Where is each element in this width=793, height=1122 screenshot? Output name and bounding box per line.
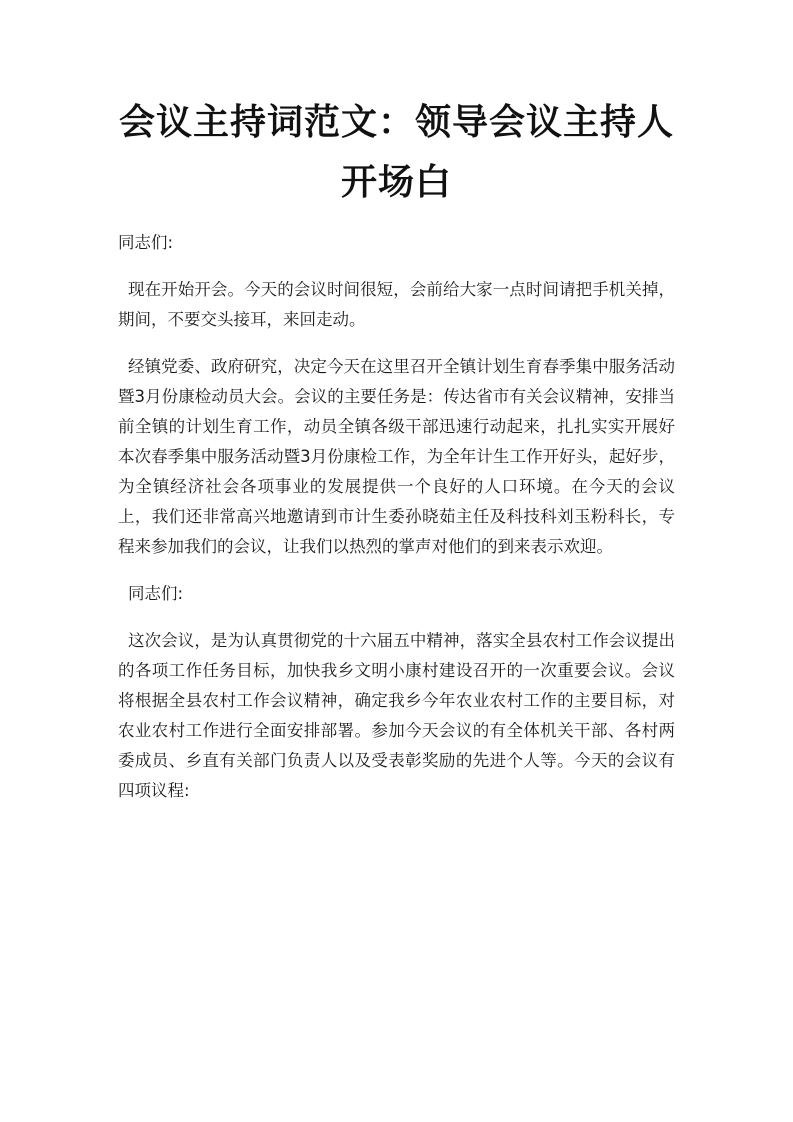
page-title: 会议主持词范文：领导会议主持人开场白 <box>118 101 674 203</box>
paragraph-salutation-1: 同志们: <box>118 233 174 252</box>
paragraph-meeting-agenda: 这次会议，是为认真贯彻党的十六届五中精神，落实全县农村工作会议提出的各项工作任务目标，加快我乡文明小康村建设召开的一次重要会议。会议将根据全县农村工作会议精神，确定我乡今年农业农村工作的主要目标，对农业农村工作进行全面安排部署。参加今天会议的有全体机关干部、各村两委成员、乡直有关部门负责人以及受表彰奖励的先进个人等。今天的会议有四项议程: <box>118 631 675 800</box>
paragraph-meeting-purpose: 经镇党委、政府研究，决定今天在这里召开全镇计划生育春季集中服务活动暨3月份康检动员大会。会议的主要任务是：传达省市有关会议精神，安排当前全镇的计划生育工作，动员全镇各级干部迅速行动起来，扎扎实实开展好本次春季集中服务活动暨3月份康检工作，为全年计生工作开好头，起好步，为全镇经济社会各项事业的发展提供一个良好的人口环境。在今天的会议上，我们还非常高兴地邀请到市计生委孙晓茹主任及科技科刘玉粉科长，专程来参加我们的会议，让我们以热烈的掌声对他们的到来表示欢迎。 <box>118 357 675 556</box>
paragraph-opening: 现在开始开会。今天的会议时间很短，会前给大家一点时间请把手机关掉，期间，不要交头接耳，来回走动。 <box>118 280 675 329</box>
paragraph-salutation-2: 同志们: <box>128 584 184 603</box>
document-body <box>118 228 675 823</box>
